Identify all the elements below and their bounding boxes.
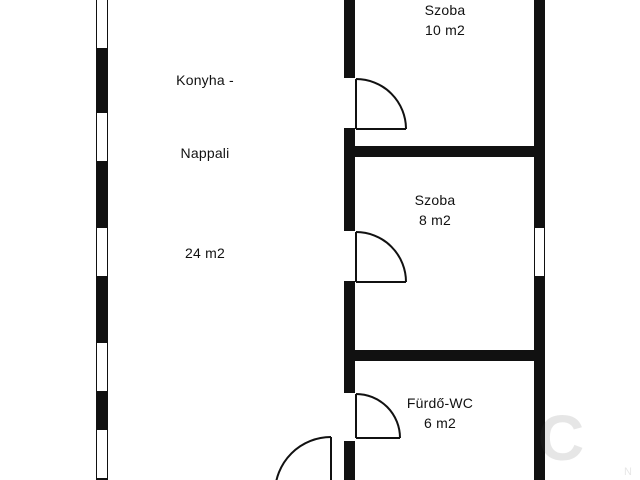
watermark-sub: N	[624, 466, 632, 478]
wall-partition-lower	[344, 350, 545, 361]
room-area: 8 m2	[419, 212, 451, 228]
room-label-living-kitchen-line2	[120, 143, 290, 163]
watermark	[538, 402, 634, 478]
door-opening-room1	[344, 78, 355, 128]
door-opening-room2	[344, 231, 355, 281]
window-right-1	[534, 228, 545, 276]
room-area: 10 m2	[425, 22, 465, 38]
wall-partition-upper	[344, 146, 545, 157]
door-room-2	[355, 231, 415, 287]
window-left-2	[96, 113, 108, 161]
room-area: 24 m2	[185, 245, 225, 261]
room-label-bathroom-wc	[360, 393, 520, 433]
window-left-3	[96, 228, 108, 276]
room-name: Konyha -	[176, 72, 234, 88]
room-name: Szoba	[414, 192, 456, 208]
door-room-1	[355, 78, 415, 134]
window-left-1	[96, 0, 108, 48]
room-name: Fürdő-WC	[406, 395, 474, 411]
watermark-mark: C	[538, 402, 585, 474]
room-label-room-2	[355, 190, 515, 230]
door-entry-living	[270, 436, 330, 480]
door-opening-bathroom	[344, 393, 355, 441]
room-label-room-1	[360, 0, 530, 40]
room-area: 6 m2	[424, 415, 456, 431]
room-label-living-kitchen-line1	[120, 70, 290, 90]
window-left-4	[96, 343, 108, 391]
room-label-living-kitchen-area	[120, 243, 290, 263]
room-name: Szoba	[424, 2, 466, 18]
window-left-5	[96, 430, 108, 478]
room-name: Nappali	[180, 145, 230, 161]
